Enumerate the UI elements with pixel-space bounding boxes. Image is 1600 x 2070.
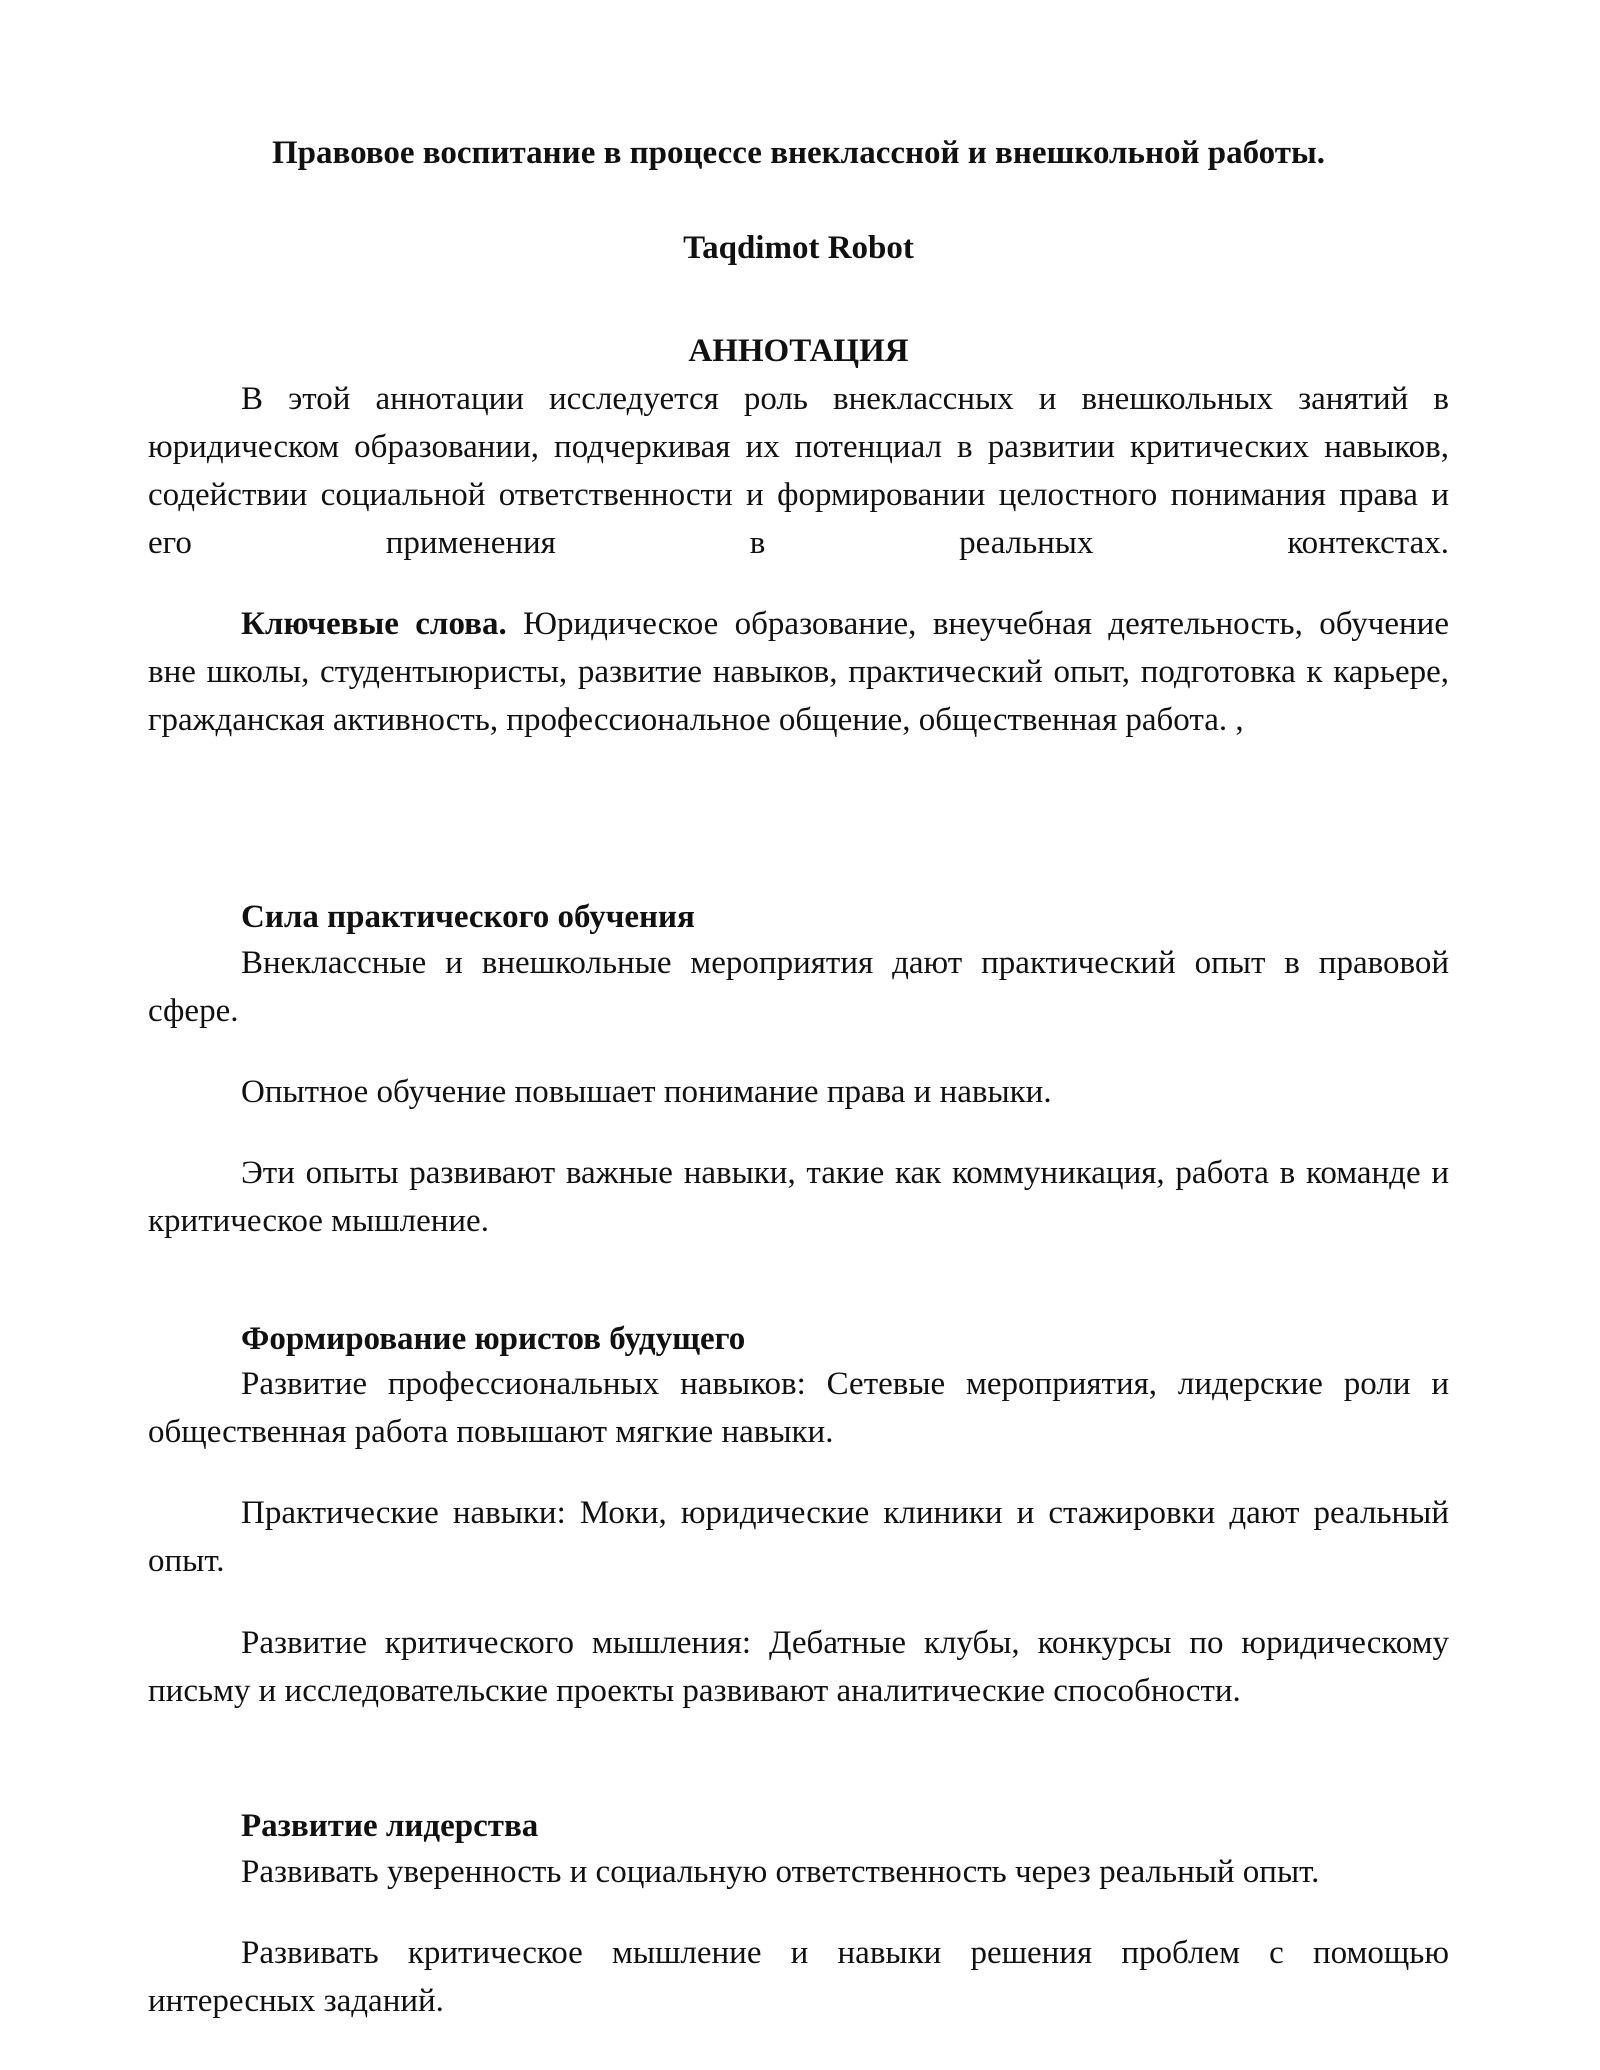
section-paragraph: Эти опыты развивают важные навыки, такие как коммуникация, работа в команде и критическое мышление.: [148, 1155, 1449, 1239]
section-heading-leadership: Развитие лидерства: [241, 1808, 539, 1844]
section-paragraph: Опытное обучение повышает понимание права и навыки.: [241, 1074, 1052, 1110]
document-author: Taqdimot Robot: [683, 230, 914, 266]
section-paragraph: Практические навыки: Моки, юридические клиники и стажировки дают реальный опыт.: [148, 1495, 1449, 1579]
annotation-heading: АННОТАЦИЯ: [688, 333, 909, 369]
section-paragraph: Развивать критическое мышление и навыки решения проблем с помощью интересных заданий.: [148, 1935, 1449, 2019]
keywords-paragraph: [148, 600, 1449, 744]
section-paragraph: Развивать уверенность и социальную ответственность через реальный опыт.: [241, 1854, 1320, 1890]
section-paragraph: Развитие критического мышления: Дебатные клубы, конкурсы по юридическому письму и исследовательские проекты развивают аналитические способности.: [148, 1625, 1449, 1709]
section-paragraph: Внеклассные и внешкольные мероприятия дают практический опыт в правовой сфере.: [148, 945, 1449, 1029]
section-paragraph: Развитие профессиональных навыков: Сетевые мероприятия, лидерские роли и общественная работа повышают мягкие навыки.: [148, 1366, 1449, 1450]
section-heading-practical-learning: Сила практического обучения: [241, 899, 695, 935]
keywords-text: Юридическое образование, внеучебная деятельность, обучение вне школы, студентыюристы, развитие навыков, практический опыт, подготовка к карьере, гражданская активность, профессиональное общение, общественная работа. ,: [148, 606, 1449, 738]
keywords-label: Ключевые слова.: [241, 606, 507, 642]
document-title: Правовое воспитание в процессе внеклассной и внешкольной работы.: [272, 135, 1325, 171]
annotation-paragraph: В этой аннотации исследуется роль внеклассных и внешкольных занятий в юридическом образовании, подчеркивая их потенциал в развитии критических навыков, содействии социальной ответственности и формировании целостного понимания права и его применения в реальных контекстах.: [148, 381, 1449, 561]
section-heading-future-lawyers: Формирование юристов будущего: [241, 1321, 746, 1357]
